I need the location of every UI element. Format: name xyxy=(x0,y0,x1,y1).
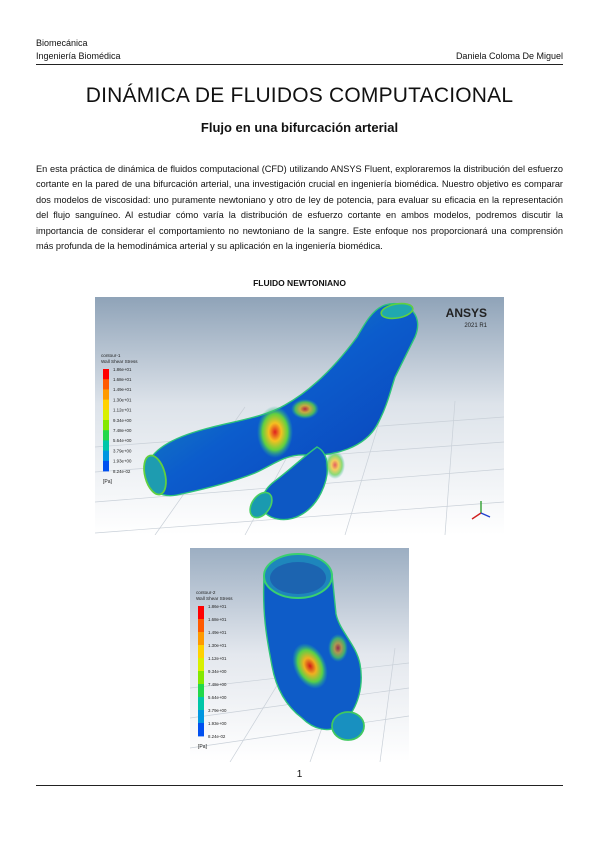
legend-tick-label: 1.68e+01 xyxy=(208,616,227,622)
legend-swatch xyxy=(103,410,109,421)
page-subtitle: Flujo en una bifurcación arterial xyxy=(200,120,399,135)
legend-swatch xyxy=(198,658,204,671)
legend-title-2: contour-2 xyxy=(196,590,216,595)
legend-swatch xyxy=(103,420,109,431)
header-author: Daniela Coloma De Miguel xyxy=(455,51,563,61)
legend-swatch xyxy=(198,671,204,684)
legend-tick-label: 1.12e+01 xyxy=(113,407,132,413)
header-divider xyxy=(36,64,563,65)
legend-tick-label: 1.30e+01 xyxy=(208,642,227,648)
legend-tick-label: 3.79e+00 xyxy=(208,707,227,713)
legend-swatch xyxy=(103,451,109,462)
legend-tick-label: 1.12e+01 xyxy=(208,655,227,661)
legend-tick-label: 1.49e+01 xyxy=(113,387,132,393)
header-degree: Ingeniería Biomédica xyxy=(36,51,121,61)
legend-swatch xyxy=(103,461,109,472)
legend-tick-label: 1.93e+00 xyxy=(113,458,132,464)
ansys-version: 2021 R1 xyxy=(464,323,487,329)
legend-variable-2: Wall Shear Stress xyxy=(196,596,233,601)
legend-swatch xyxy=(103,379,109,390)
legend-tick-label: 5.64e+00 xyxy=(113,438,132,444)
legend-tick-label: 1.93e+00 xyxy=(208,720,227,726)
legend-swatch xyxy=(198,697,204,710)
legend-tick-label: 1.30e+01 xyxy=(113,397,132,403)
legend-tick-label: 1.86e+01 xyxy=(208,603,227,609)
legend-tick-label: 1.49e+01 xyxy=(208,629,227,635)
legend-tick-label: 7.48e+00 xyxy=(113,428,132,433)
legend-variable-1: Wall Shear Stress xyxy=(101,359,138,364)
legend-tick-label: 9.34e+00 xyxy=(113,417,132,423)
legend-swatch xyxy=(103,389,109,400)
legend-tick-label: 7.48e+00 xyxy=(208,681,227,687)
legend-swatch xyxy=(198,684,204,697)
header-row xyxy=(36,50,563,62)
legend-swatch xyxy=(198,619,204,632)
legend-title-1: contour-1 xyxy=(101,353,121,358)
figure-newtonian-side-view xyxy=(95,297,504,535)
intro-paragraph: En esta práctica de dinámica de fluidos computacional (CFD) utilizando ANSYS Fluent, exploraremos la distribución del esfuerzo cortante en la pared de una bifurcación arterial, una investigación crucial en ingeniería biomédica. Nuestro objetivo es comparar dos modelos de viscosidad: uno puramente newtoniano y otro de ley de potencia, para evaluar su eficacia en la representación del flujo sanguíneo. Al estudiar cómo varía la distribución de esfuerzo cortante en ambos modelos, podremos discutir la importancia de considerar el comportamiento no newtoniano de la sangre. Este enfoque nos proporcionará una comprensión más profunda de la hemodinámica arterial y su aplicación en la ingeniería biomédica. xyxy=(36,164,563,252)
legend-swatch xyxy=(198,723,204,736)
legend-swatch xyxy=(198,606,204,619)
legend-tick-label: 1.86e+01 xyxy=(113,366,132,372)
page-number: 1 xyxy=(296,769,303,780)
header-subject: Biomecánica xyxy=(36,38,88,48)
legend-tick-label: 1.68e+01 xyxy=(113,377,132,382)
legend-swatch xyxy=(198,645,204,658)
cfd-render-2 xyxy=(190,548,409,762)
legend-tick-label: 5.64e+00 xyxy=(208,694,227,700)
legend-swatch xyxy=(103,440,109,451)
legend-swatch xyxy=(198,710,204,723)
footer-divider xyxy=(36,785,563,786)
legend-tick-label: 8.24e-02 xyxy=(113,468,131,474)
legend-unit-2: [Pa] xyxy=(198,744,207,750)
cfd-render-1 xyxy=(95,297,504,535)
section-heading: FLUIDO NEWTONIANO xyxy=(253,278,346,288)
legend-unit-1: [Pa] xyxy=(103,479,112,485)
figure-newtonian-top-view xyxy=(190,548,409,762)
legend-tick-label: 8.24e-02 xyxy=(208,733,226,739)
legend-swatch xyxy=(198,632,204,645)
page-title: DINÁMICA DE FLUIDOS COMPUTACIONAL xyxy=(85,84,514,107)
legend-tick-label: 9.34e+00 xyxy=(208,668,227,674)
legend-swatch xyxy=(103,369,109,380)
legend-tick-label: 3.79e+00 xyxy=(113,448,132,454)
legend-swatch xyxy=(103,400,109,411)
legend-swatch xyxy=(103,430,109,441)
ansys-logo: ANSYS xyxy=(445,306,487,320)
